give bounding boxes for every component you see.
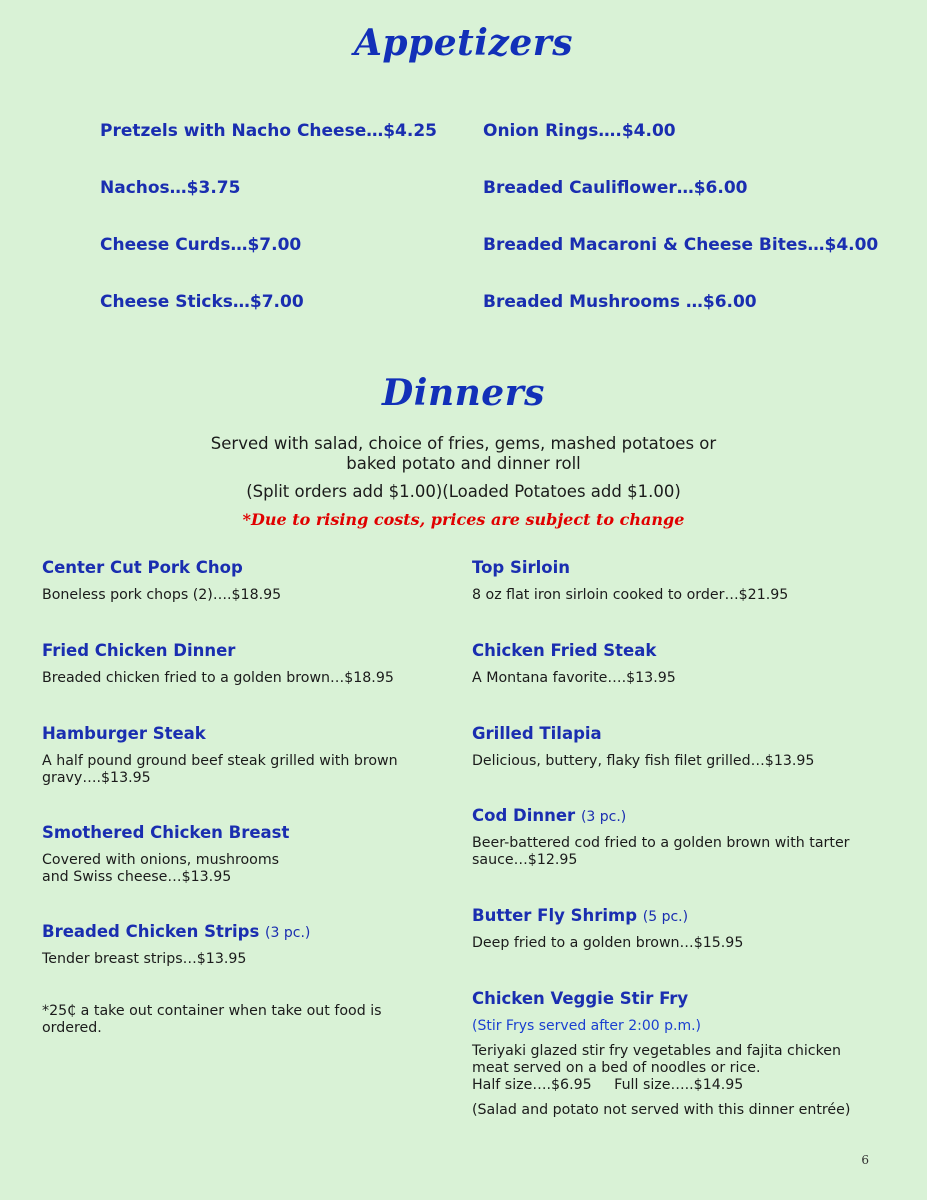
- dish-name: [472, 806, 626, 825]
- dish-name: Fried Chicken Dinner: [42, 641, 236, 660]
- dish-description: (Salad and potato not served with this dinner entrée): [472, 1102, 851, 1118]
- dish-description: sauce…$12.95: [472, 852, 578, 868]
- appetizer-item: Pretzels with Nacho Cheese…$4.25: [100, 121, 438, 141]
- dish-name: Chicken Veggie Stir Fry: [472, 989, 689, 1008]
- dish-description: Tender breast strips…$13.95: [42, 951, 247, 967]
- dish-name: [472, 906, 688, 925]
- dish-name: Smothered Chicken Breast: [42, 823, 290, 842]
- appetizers-heading: Appetizers: [353, 22, 574, 64]
- appetizer-item: Breaded Mushrooms …$6.00: [483, 292, 757, 312]
- price-change-notice: *Due to rising costs, prices are subject to change: [242, 510, 685, 529]
- dinners-surcharge-line: (Split orders add $1.00)(Loaded Potatoes add $1.00): [246, 482, 681, 501]
- appetizer-item: Breaded Macaroni & Cheese Bites…$4.00: [483, 235, 879, 255]
- dish-description: Boneless pork chops (2)….$18.95: [42, 587, 282, 603]
- dish-description: Teriyaki glazed stir fry vegetables and fajita chicken: [472, 1043, 842, 1059]
- dish-description: and Swiss cheese…$13.95: [42, 869, 232, 885]
- dish-name: Center Cut Pork Chop: [42, 558, 243, 577]
- appetizer-item: Cheese Curds…$7.00: [100, 235, 302, 255]
- dish-description: Breaded chicken fried to a golden brown…$18.95: [42, 670, 394, 686]
- appetizer-item: Onion Rings….$4.00: [483, 121, 676, 141]
- dish-description: Delicious, buttery, flaky fish filet grilled…$13.95: [472, 753, 815, 769]
- dish-description: 8 oz flat iron sirloin cooked to order…$21.95: [472, 587, 789, 603]
- piece-count: (3 pc.): [580, 809, 627, 825]
- page-number: 6: [861, 1153, 869, 1167]
- dinners-heading: Dinners: [382, 372, 545, 414]
- dish-name: Hamburger Steak: [42, 724, 206, 743]
- dish-description: Deep fried to a golden brown…$15.95: [472, 935, 744, 951]
- dish-description: A Montana favorite….$13.95: [472, 670, 676, 686]
- appetizer-item: Nachos…$3.75: [100, 178, 241, 198]
- dish-size-prices: Half size….$6.95 Full size…..$14.95: [472, 1077, 744, 1093]
- dish-name: Top Sirloin: [472, 558, 571, 577]
- dish-description: Covered with onions, mushrooms: [42, 852, 280, 868]
- dinners-intro-line: Served with salad, choice of fries, gems, mashed potatoes or: [210, 434, 717, 453]
- takeout-note: ordered.: [42, 1020, 102, 1036]
- appetizer-item: Breaded Cauliflower…$6.00: [483, 178, 748, 198]
- dish-description: A half pound ground beef steak grilled with brown: [42, 753, 398, 769]
- dish-name-text: Butter Fly Shrimp: [472, 906, 638, 925]
- dish-description: Beer-battered cod fried to a golden brown with tarter: [472, 835, 850, 851]
- appetizer-item: Cheese Sticks…$7.00: [100, 292, 304, 312]
- stir-fry-availability-note: (Stir Frys served after 2:00 p.m.): [472, 1018, 701, 1034]
- dish-description: meat served on a bed of noodles or rice.: [472, 1060, 761, 1076]
- dish-name: Grilled Tilapia: [472, 724, 602, 743]
- dinners-intro-line: baked potato and dinner roll: [346, 454, 581, 473]
- dish-name-text: Breaded Chicken Strips: [42, 922, 260, 941]
- dish-name-text: Cod Dinner: [472, 806, 576, 825]
- dish-description: gravy….$13.95: [42, 770, 151, 786]
- dish-name: Chicken Fried Steak: [472, 641, 657, 660]
- piece-count: (3 pc.): [265, 925, 311, 941]
- dish-name: [42, 922, 310, 941]
- takeout-note: *25₵ a take out container when take out food is: [42, 1003, 382, 1019]
- piece-count: (5 pc.): [642, 909, 689, 925]
